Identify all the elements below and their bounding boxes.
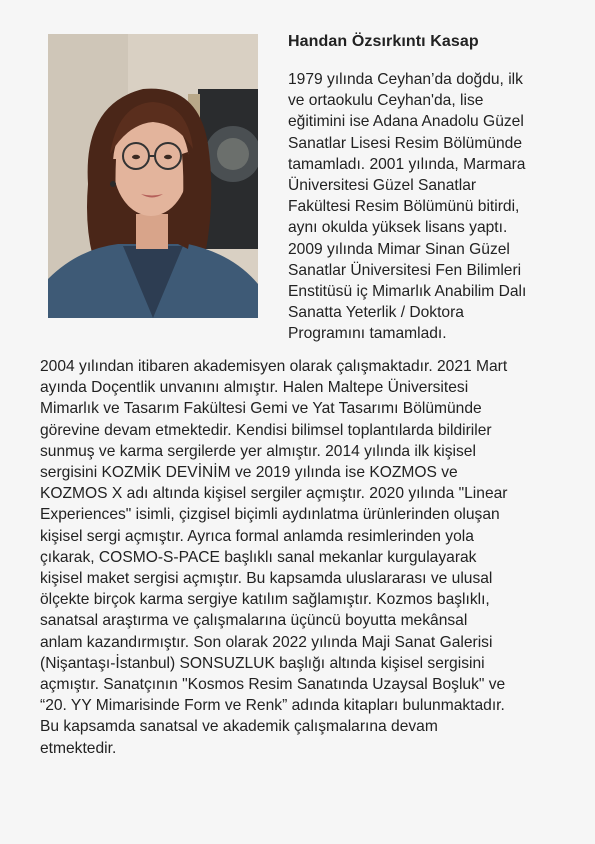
bio-line: 2009 yılında Mimar Sinan Güzel [288, 240, 510, 258]
biography-intro [288, 69, 588, 345]
bio-line: KOZMOS X adı altında kişisel sergiler açmıştır. 2020 yılında "Linear [40, 485, 508, 503]
bio-line: anlam kazandırmıştır. Son olarak 2022 yılında Maji Sanat Galerisi [40, 633, 493, 651]
bio-line: sunmuş ve karma sergilerde yer almıştır. 2014 yılında ilk kişisel [40, 442, 476, 460]
bio-line: ayında Doçentlik unvanını almıştır. Halen Maltepe Üniversitesi [40, 379, 469, 397]
bio-line: etmektedir. [40, 739, 117, 757]
bio-line: aynı okulda yüksek lisans yaptı. [288, 219, 508, 237]
bio-line: Experiences" isimli, çizgisel biçimli aydınlatma ürünlerinden oluşan [40, 506, 500, 524]
bio-line: Enstitüsü iç Mimarlık Anabilim Dalı [288, 283, 527, 301]
bio-line: kişisel sergi açmıştır. Ayrıca formal anlamda resimlerinden yola [40, 527, 474, 545]
bio-line: Fakültesi Resim Bölümünü bitirdi, [288, 198, 520, 216]
bio-line: Sanatlar Üniversitesi Fen Bilimleri [288, 261, 522, 279]
biography-body [40, 356, 585, 759]
bio-line: Sanatlar Lisesi Resim Bölümünde [288, 134, 523, 152]
bio-line: Bu kapsamda sanatsal ve akademik çalışmalarına devam [40, 718, 438, 736]
bio-line: açmıştır. Sanatçının "Kosmos Resim Sanatında Uzaysal Boşluk" ve [40, 676, 506, 694]
bio-line: görevine devam etmektedir. Kendisi bilimsel toplantılarda bildiriler [40, 421, 492, 439]
person-photo-icon [48, 34, 258, 318]
portrait-photo [48, 34, 258, 318]
bio-line: Üniversitesi Güzel Sanatlar [288, 177, 477, 195]
bio-line: Programını tamamladı. [288, 325, 447, 343]
bio-line: sanatsal araştırma ve çalışmalarına üçüncü boyutta mekânsal [40, 612, 468, 630]
bio-line: tamamladı. 2001 yılında, Marmara [288, 155, 526, 173]
author-name: Handan Özsırkıntı Kasap [288, 33, 479, 50]
bio-line: ve ortaokulu Ceyhan'da, lise [288, 92, 484, 110]
bio-line: Sanatta Yeterlik / Doktora [288, 304, 464, 322]
bio-line: çıkarak, COSMO-S-PACE başlıklı sanal mekanlar kurgulayarak [40, 548, 477, 566]
bio-line: (Nişantaşı-İstanbul) SONSUZLUK başlığı altında kişisel sergisini [40, 654, 485, 672]
bio-line: 2004 yılından itibaren akademisyen olarak çalışmaktadır. 2021 Mart [40, 358, 508, 375]
bio-line: kişisel maket sergisi açmıştır. Bu kapsamda uluslararası ve ulusal [40, 570, 493, 588]
bio-line: 1979 yılında Ceyhan’da doğdu, ilk [288, 71, 523, 88]
bio-line: ölçekte birçok karma sergiye katılım sağlamıştır. Kozmos başlıklı, [40, 591, 490, 609]
bio-line: Mimarlık ve Tasarım Fakültesi Gemi ve Yat Tasarımı Bölümünde [40, 400, 482, 418]
bio-line: “20. YY Mimarisinde Form ve Renk” adında kitapları bulunmaktadır. [40, 697, 505, 715]
bio-line: eğitimini ise Adana Anadolu Güzel [288, 113, 524, 131]
bio-line: sergisini KOZMİK DEVİNİM ve 2019 yılında ise KOZMOS ve [40, 464, 458, 482]
